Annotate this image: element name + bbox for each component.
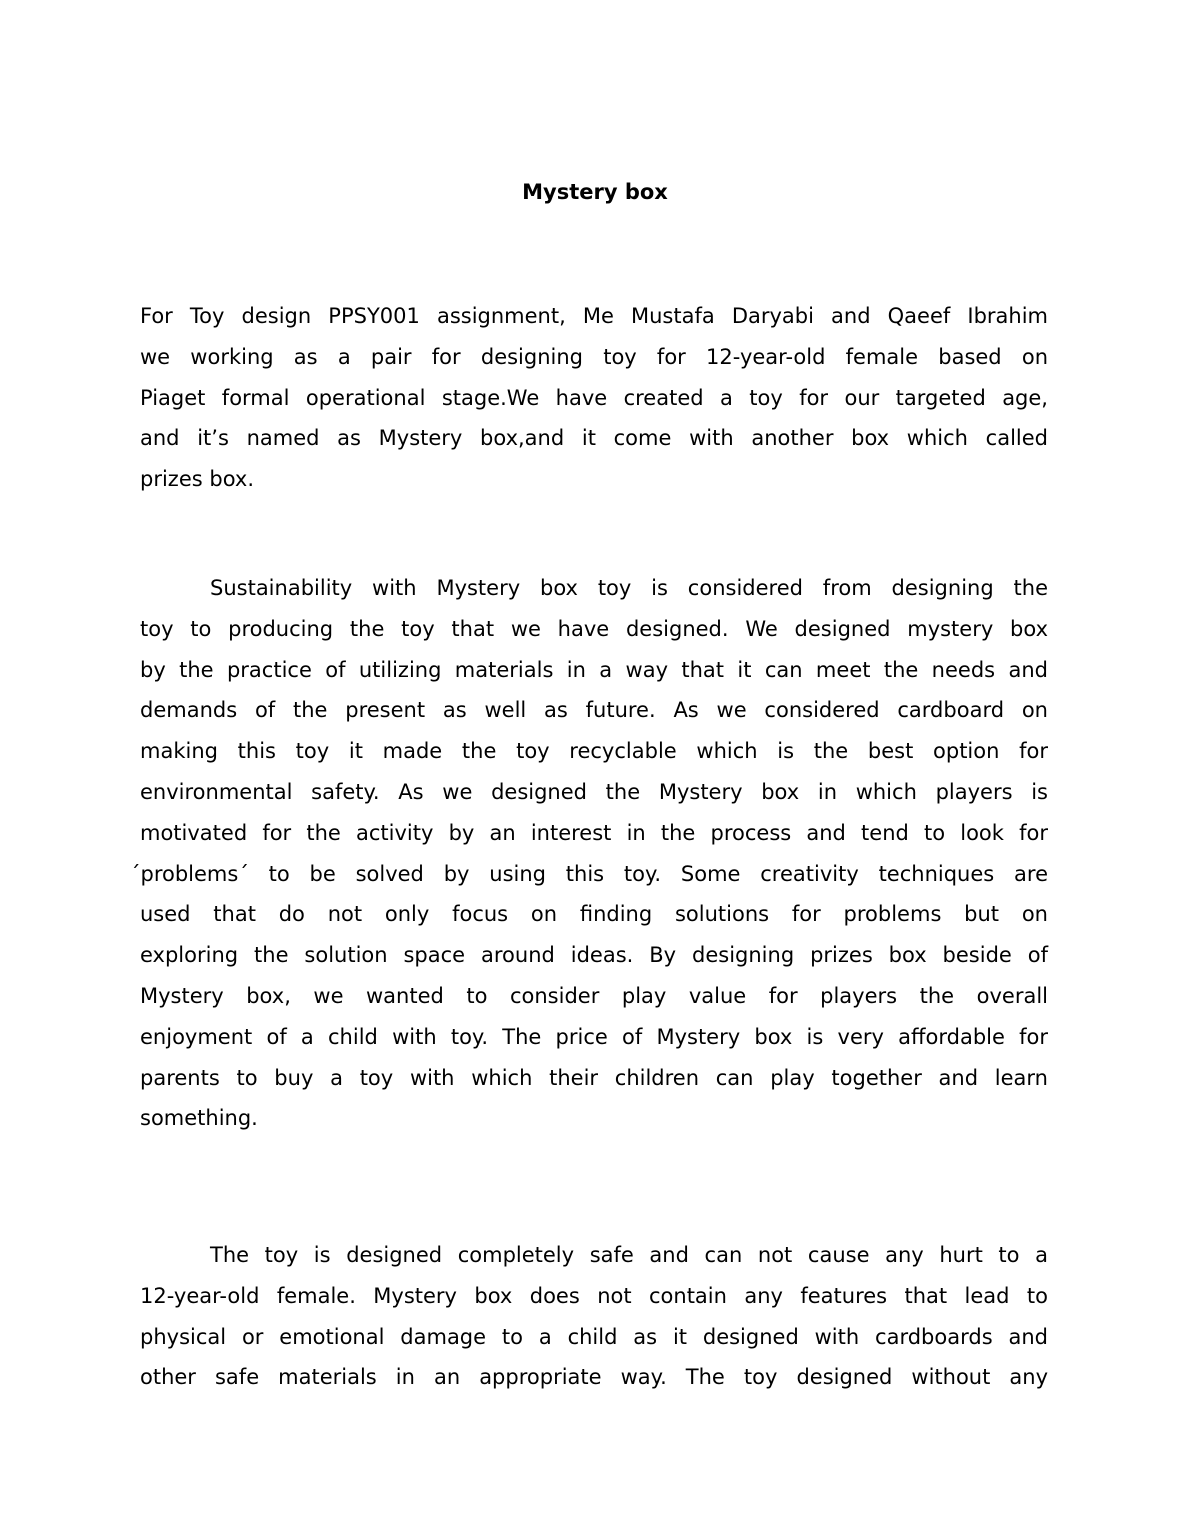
text-line: we working as a pair for designing toy for 12-year-old female based on — [140, 344, 1048, 369]
text-line: physical or emotional damage to a child as it designed with cardboards and — [140, 1324, 1048, 1349]
text-line: other safe materials in an appropriate way. The toy designed without any — [140, 1365, 1048, 1390]
text-line: and it’s named as Mystery box,and it come with another box which called — [140, 426, 1048, 451]
text-line: environmental safety. As we designed the Mystery box in which players is — [140, 779, 1048, 804]
text-line: exploring the solution space around ideas. By designing prizes box beside of — [140, 943, 1048, 968]
text-line: Mystery box, we wanted to consider play value for players the overall — [140, 983, 1048, 1008]
text-line: The toy is designed completely safe and can not cause any hurt to a — [210, 1243, 1048, 1267]
text-line: parents to buy a toy with which their children can play together and learn — [140, 1065, 1048, 1090]
paragraph-safety — [140, 1235, 1048, 1398]
text-line: by the practice of utilizing materials in a way that it can meet the needs and — [140, 657, 1048, 682]
text-line: making this toy it made the toy recyclable which is the best option for — [140, 739, 1048, 764]
text-line: Piaget formal operational stage.We have created a toy for our targeted age, — [140, 385, 1048, 410]
text-line: enjoyment of a child with toy. The price of Mystery box is very affordable for — [140, 1024, 1048, 1049]
text-line: demands of the present as well as future. As we considered cardboard on — [140, 698, 1048, 723]
text-line: something. — [140, 1106, 258, 1131]
text-line: toy to producing the toy that we have designed. We designed mystery box — [140, 616, 1048, 641]
document-title: Mystery box — [522, 180, 668, 204]
text-line: Sustainability with Mystery box toy is considered from designing the — [210, 576, 1048, 600]
paragraph-sustainability — [130, 568, 1048, 1139]
text-line: 12-year-old female. Mystery box does not contain any features that lead to — [140, 1283, 1048, 1308]
text-line: ´problems´ to be solved by using this toy. Some creativity techniques are — [130, 861, 1048, 886]
text-line: motivated for the activity by an interest in the process and tend to look for — [140, 820, 1048, 845]
paragraph-intro — [140, 296, 1048, 500]
text-line: For Toy design PPSY001 assignment, Me Mustafa Daryabi and Qaeef Ibrahim — [140, 304, 1048, 328]
text-line: prizes box. — [140, 467, 254, 492]
text-line: used that do not only focus on finding solutions for problems but on — [140, 902, 1048, 927]
